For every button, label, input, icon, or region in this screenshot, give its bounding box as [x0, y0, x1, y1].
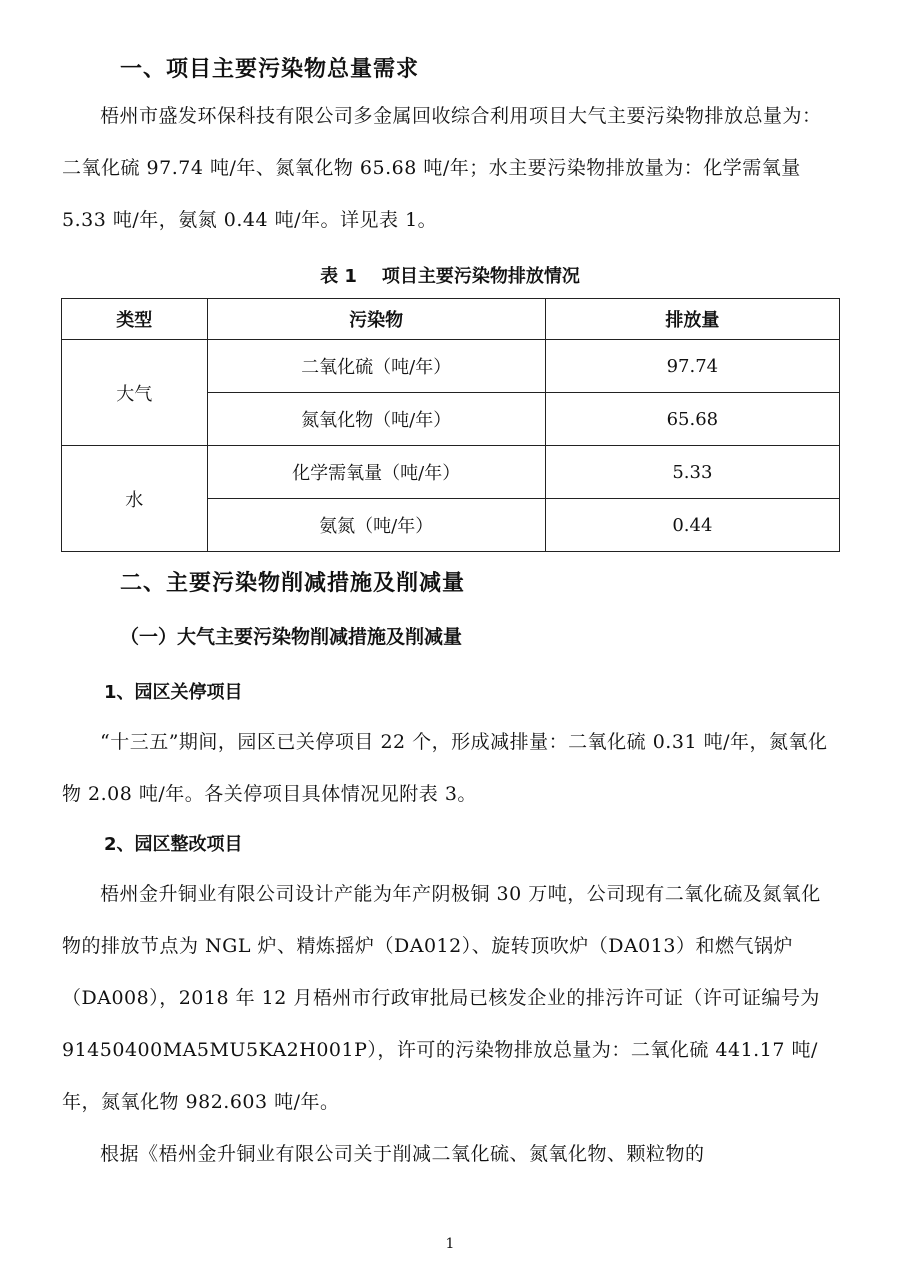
section-1-paragraph — [62, 90, 832, 246]
header-pollutant: 污染物 — [207, 299, 545, 340]
item-1-heading: 1、园区关停项目 — [104, 682, 243, 703]
paragraph-text: 梧州市盛发环保科技有限公司多金属回收综合利用项目大气主要污染物排放总量为：二氧化硫 97.74 吨/年、氮氧化物 65.68 吨/年；水主要污染物排放量为：化学需氧量 5.33 吨/年，氨氮 0.44 吨/年。详见表 1。 — [62, 105, 822, 231]
section-2-subheading: （一）大气主要污染物削减措施及削减量 — [120, 626, 463, 648]
header-amount: 排放量 — [545, 299, 839, 340]
table-caption: 表 1 项目主要污染物排放情况 — [320, 266, 580, 287]
table-header-row — [62, 299, 840, 340]
pollutant-cell: 二氧化硫（吨/年） — [207, 340, 545, 393]
paragraph-text: 根据《梧州金升铜业有限公司关于削减二氧化硫、氮氧化物、颗粒物的 — [100, 1143, 705, 1165]
page-number: 1 — [445, 1236, 455, 1252]
paragraph-text: 梧州金升铜业有限公司设计产能为年产阴极铜 30 万吨，公司现有二氧化硫及氮氧化物的排放节点为 NGL 炉、精炼摇炉（DA012）、旋转顶吹炉（DA013）和燃气锅炉（DA008），2018 年 12 月梧州市行政审批局已核发企业的排污许可证（许可证编号为 91450400MA5MU5KA2H001P），许可的污染物排放总量为：二氧化硫 441.17 吨/年，氮氧化物 982.603 吨/年。 — [62, 883, 821, 1113]
amount-cell: 5.33 — [545, 446, 839, 499]
amount-cell: 65.68 — [545, 393, 839, 446]
header-type: 类型 — [62, 299, 208, 340]
item-2-paragraph-continued — [62, 1128, 832, 1180]
type-cell: 大气 — [62, 340, 208, 446]
item-2-heading: 2、园区整改项目 — [104, 834, 243, 855]
emissions-table — [61, 298, 840, 552]
pollutant-cell: 氮氧化物（吨/年） — [207, 393, 545, 446]
table-row — [62, 446, 840, 499]
amount-cell: 0.44 — [545, 499, 839, 552]
table-row — [62, 340, 840, 393]
pollutant-cell: 化学需氧量（吨/年） — [207, 446, 545, 499]
pollutant-cell: 氨氮（吨/年） — [207, 499, 545, 552]
section-1-heading: 一、项目主要污染物总量需求 — [120, 57, 420, 82]
item-2-paragraph — [62, 868, 832, 1128]
amount-cell: 97.74 — [545, 340, 839, 393]
type-cell: 水 — [62, 446, 208, 552]
item-1-paragraph — [62, 716, 832, 820]
paragraph-text: “十三五”期间，园区已关停项目 22 个，形成减排量：二氧化硫 0.31 吨/年，氮氧化物 2.08 吨/年。各关停项目具体情况见附表 3。 — [62, 731, 828, 805]
section-2-heading: 二、主要污染物削减措施及削减量 — [120, 571, 466, 596]
